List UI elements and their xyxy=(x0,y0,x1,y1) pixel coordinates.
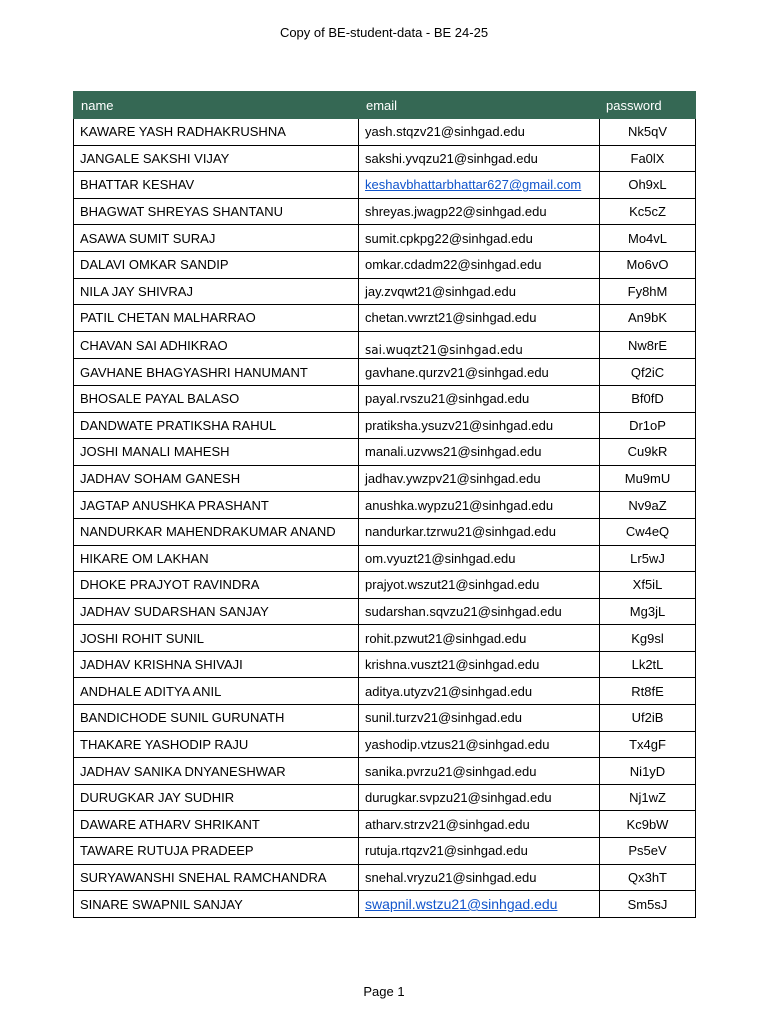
name-cell: JANGALE SAKSHI VIJAY xyxy=(74,145,359,172)
column-header-name: name xyxy=(74,92,359,119)
password-cell: Dr1oP xyxy=(600,412,696,439)
email-cell: gavhane.qurzv21@sinhgad.edu xyxy=(359,359,600,386)
name-cell: SURYAWANSHI SNEHAL RAMCHANDRA xyxy=(74,864,359,891)
table-row xyxy=(74,172,696,199)
name-cell: TAWARE RUTUJA PRADEEP xyxy=(74,838,359,865)
email-cell: krishna.vuszt21@sinhgad.edu xyxy=(359,651,600,678)
name-cell: BHAGWAT SHREYAS SHANTANU xyxy=(74,198,359,225)
table-row xyxy=(74,305,696,332)
header-row xyxy=(74,92,696,119)
table-row xyxy=(74,412,696,439)
name-cell: GAVHANE BHAGYASHRI HANUMANT xyxy=(74,359,359,386)
email-cell: om.vyuzt21@sinhgad.edu xyxy=(359,545,600,572)
password-cell: Cw4eQ xyxy=(600,518,696,545)
table-row xyxy=(74,225,696,252)
table-row xyxy=(74,385,696,412)
password-cell: Xf5iL xyxy=(600,572,696,599)
email-cell: yashodip.vtzus21@sinhgad.edu xyxy=(359,731,600,758)
name-cell: JADHAV SOHAM GANESH xyxy=(74,465,359,492)
name-cell: NANDURKAR MAHENDRAKUMAR ANAND xyxy=(74,518,359,545)
name-cell: BHATTAR KESHAV xyxy=(74,172,359,199)
password-cell: Mo4vL xyxy=(600,225,696,252)
email-cell: sunil.turzv21@sinhgad.edu xyxy=(359,705,600,732)
name-cell: KAWARE YASH RADHAKRUSHNA xyxy=(74,119,359,146)
email-cell: sumit.cpkpg22@sinhgad.edu xyxy=(359,225,600,252)
table-row xyxy=(74,864,696,891)
email-cell: durugkar.svpzu21@sinhgad.edu xyxy=(359,784,600,811)
name-cell: DANDWATE PRATIKSHA RAHUL xyxy=(74,412,359,439)
table-row xyxy=(74,891,696,918)
password-cell: Ps5eV xyxy=(600,838,696,865)
name-cell: ASAWA SUMIT SURAJ xyxy=(74,225,359,252)
password-cell: Kc9bW xyxy=(600,811,696,838)
password-cell: Tx4gF xyxy=(600,731,696,758)
table-row xyxy=(74,758,696,785)
password-cell: Nw8rE xyxy=(600,331,696,359)
name-cell: JOSHI ROHIT SUNIL xyxy=(74,625,359,652)
password-cell: Mg3jL xyxy=(600,598,696,625)
email-cell: chetan.vwrzt21@sinhgad.edu xyxy=(359,305,600,332)
table-row xyxy=(74,439,696,466)
email-cell: yash.stqzv21@sinhgad.edu xyxy=(359,119,600,146)
password-cell: Ni1yD xyxy=(600,758,696,785)
name-cell: NILA JAY SHIVRAJ xyxy=(74,278,359,305)
email-cell: omkar.cdadm22@sinhgad.edu xyxy=(359,251,600,278)
table-row xyxy=(74,359,696,386)
table-row xyxy=(74,145,696,172)
password-cell: Nk5qV xyxy=(600,119,696,146)
table-row xyxy=(74,705,696,732)
table-row xyxy=(74,119,696,146)
table-row xyxy=(74,251,696,278)
password-cell: Mo6vO xyxy=(600,251,696,278)
name-cell: JADHAV SUDARSHAN SANJAY xyxy=(74,598,359,625)
email-cell: shreyas.jwagp22@sinhgad.edu xyxy=(359,198,600,225)
name-cell: DHOKE PRAJYOT RAVINDRA xyxy=(74,572,359,599)
table-row xyxy=(74,625,696,652)
password-cell: Qf2iC xyxy=(600,359,696,386)
table-row xyxy=(74,278,696,305)
table-row xyxy=(74,811,696,838)
table-row xyxy=(74,678,696,705)
name-cell: BANDICHODE SUNIL GURUNATH xyxy=(74,705,359,732)
name-cell: THAKARE YASHODIP RAJU xyxy=(74,731,359,758)
email-cell: sanika.pvrzu21@sinhgad.edu xyxy=(359,758,600,785)
table-row xyxy=(74,518,696,545)
password-cell: Nv9aZ xyxy=(600,492,696,519)
name-cell: JOSHI MANALI MAHESH xyxy=(74,439,359,466)
name-cell: JAGTAP ANUSHKA PRASHANT xyxy=(74,492,359,519)
table-body xyxy=(74,119,696,918)
document-title: Copy of BE-student-data - BE 24-25 xyxy=(279,25,489,40)
name-cell: DURUGKAR JAY SUDHIR xyxy=(74,784,359,811)
password-cell: Oh9xL xyxy=(600,172,696,199)
email-cell: snehal.vryzu21@sinhgad.edu xyxy=(359,864,600,891)
password-cell: Fa0lX xyxy=(600,145,696,172)
email-cell: payal.rvszu21@sinhgad.edu xyxy=(359,385,600,412)
password-cell: Lr5wJ xyxy=(600,545,696,572)
table-row xyxy=(74,198,696,225)
name-cell: SINARE SWAPNIL SANJAY xyxy=(74,891,359,918)
student-data-table xyxy=(73,91,696,918)
email-cell: rohit.pzwut21@sinhgad.edu xyxy=(359,625,600,652)
column-header-email: email xyxy=(359,92,600,119)
password-cell: Lk2tL xyxy=(600,651,696,678)
email-cell: rutuja.rtqzv21@sinhgad.edu xyxy=(359,838,600,865)
table-row xyxy=(74,572,696,599)
password-cell: Bf0fD xyxy=(600,385,696,412)
email-cell: pratiksha.ysuzv21@sinhgad.edu xyxy=(359,412,600,439)
name-cell: DAWARE ATHARV SHRIKANT xyxy=(74,811,359,838)
table-row xyxy=(74,331,696,359)
email-cell: jay.zvqwt21@sinhgad.edu xyxy=(359,278,600,305)
table-row xyxy=(74,784,696,811)
table-row xyxy=(74,492,696,519)
email-cell: sai.wuqzt21@sinhgad.edu xyxy=(359,331,600,359)
page-number: Page 1 xyxy=(363,984,405,999)
table-row xyxy=(74,598,696,625)
password-cell: Rt8fE xyxy=(600,678,696,705)
password-cell: Uf2iB xyxy=(600,705,696,732)
table-row xyxy=(74,465,696,492)
name-cell: JADHAV SANIKA DNYANESHWAR xyxy=(74,758,359,785)
name-cell: CHAVAN SAI ADHIKRAO xyxy=(74,331,359,359)
email-cell: atharv.strzv21@sinhgad.edu xyxy=(359,811,600,838)
table-header xyxy=(74,92,696,119)
name-cell: DALAVI OMKAR SANDIP xyxy=(74,251,359,278)
email-cell: nandurkar.tzrwu21@sinhgad.edu xyxy=(359,518,600,545)
table-row xyxy=(74,545,696,572)
name-cell: BHOSALE PAYAL BALASO xyxy=(74,385,359,412)
column-header-password: password xyxy=(600,92,696,119)
password-cell: Mu9mU xyxy=(600,465,696,492)
password-cell: Kc5cZ xyxy=(600,198,696,225)
table-row xyxy=(74,838,696,865)
password-cell: Sm5sJ xyxy=(600,891,696,918)
table-row xyxy=(74,731,696,758)
email-cell: prajyot.wszut21@sinhgad.edu xyxy=(359,572,600,599)
email-link[interactable]: swapnil.wstzu21@sinhgad.edu xyxy=(359,891,600,918)
email-cell: anushka.wypzu21@sinhgad.edu xyxy=(359,492,600,519)
password-cell: Cu9kR xyxy=(600,439,696,466)
password-cell: Nj1wZ xyxy=(600,784,696,811)
password-cell: Qx3hT xyxy=(600,864,696,891)
email-cell: aditya.utyzv21@sinhgad.edu xyxy=(359,678,600,705)
email-cell: sakshi.yvqzu21@sinhgad.edu xyxy=(359,145,600,172)
table-row xyxy=(74,651,696,678)
name-cell: HIKARE OM LAKHAN xyxy=(74,545,359,572)
name-cell: JADHAV KRISHNA SHIVAJI xyxy=(74,651,359,678)
password-cell: Kg9sl xyxy=(600,625,696,652)
email-link[interactable]: keshavbhattarbhattar627@gmail.com xyxy=(359,172,600,199)
password-cell: Fy8hM xyxy=(600,278,696,305)
email-cell: jadhav.ywzpv21@sinhgad.edu xyxy=(359,465,600,492)
name-cell: PATIL CHETAN MALHARRAO xyxy=(74,305,359,332)
email-cell: sudarshan.sqvzu21@sinhgad.edu xyxy=(359,598,600,625)
email-cell: manali.uzvws21@sinhgad.edu xyxy=(359,439,600,466)
password-cell: An9bK xyxy=(600,305,696,332)
name-cell: ANDHALE ADITYA ANIL xyxy=(74,678,359,705)
